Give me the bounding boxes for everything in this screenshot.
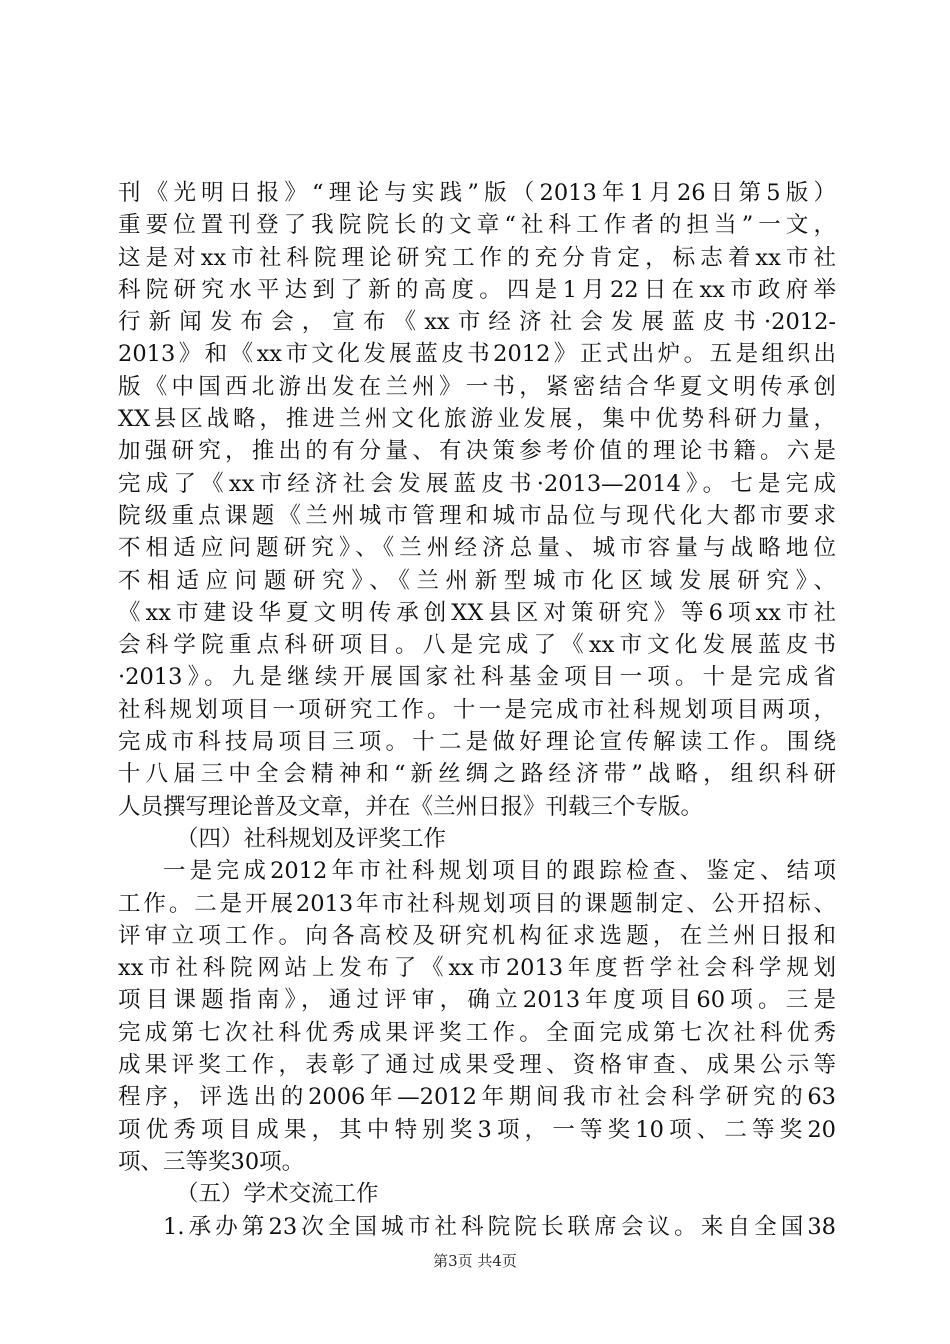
paragraph-line: 行新闻发布会，宣布《xx市经济社会发展蓝皮书·2012- xyxy=(118,309,836,336)
paragraph-line: 完成了《xx市经济社会发展蓝皮书·2013—2014》。七是完成 xyxy=(118,470,836,497)
paragraph-line: 工作。二是开展2013年市社科规划项目的课题制定、公开招标、 xyxy=(118,890,836,917)
paragraph-line: 程序，评选出的2006年—2012年期间我市社会科学研究的63 xyxy=(118,1084,836,1111)
paragraph-line: XX县区战略，推进兰州文化旅游业发展，集中优势科研力量， xyxy=(118,406,836,433)
paragraph-line: xx市社科院网站上发布了《xx市2013年度哲学社会科学规划 xyxy=(118,955,836,982)
paragraph-line: 刊《光明日报》“理论与实践”版（2013年1月26日第5版） xyxy=(118,180,836,206)
paragraph-line: 成果评奖工作，表彰了通过成果受理、资格审查、成果公示等 xyxy=(118,1052,836,1079)
paragraph-line: 院级重点课题《兰州城市管理和城市品位与现代化大都市要求 xyxy=(118,502,836,529)
paragraph-line: 社科规划项目一项研究工作。十一是完成市社科规划项目两项， xyxy=(118,696,836,723)
paragraph-line: 一是完成2012年市社科规划项目的跟踪检查、鉴定、结项 xyxy=(163,858,836,885)
paragraph-line: 评审立项工作。向各高校及研究机构征求选题，在兰州日报和 xyxy=(118,922,836,949)
paragraph-line: 这是对xx市社科院理论研究工作的充分肯定，标志着xx市社 xyxy=(118,244,836,271)
paragraph-line: 完成第七次社科优秀成果评奖工作。全面完成第七次社科优秀 xyxy=(118,1019,836,1046)
section-heading: （四）社科规划及评奖工作 xyxy=(176,825,447,852)
section-heading: （五）学术交流工作 xyxy=(176,1181,379,1208)
paragraph-line: 1.承办第23次全国城市社科院院长联席会议。来自全国38 xyxy=(163,1213,836,1240)
paragraph-line: 版《中国西北游出发在兰州》一书，紧密结合华夏文明传承创 xyxy=(118,373,836,400)
paragraph-line: 科院研究水平达到了新的高度。四是1月22日在xx市政府举 xyxy=(118,276,836,303)
paragraph-line: 会科学院重点科研项目。八是完成了《xx市文化发展蓝皮书 xyxy=(118,632,836,659)
paragraph-line: 项、三等奖30项。 xyxy=(118,1148,305,1175)
paragraph-line: 十八届三中全会精神和“新丝绸之路经济带”战略，组织科研 xyxy=(118,761,836,788)
paragraph-line: 项优秀项目成果，其中特别奖3项，一等奖10项、二等奖20 xyxy=(118,1116,836,1143)
paragraph-line: ·2013》。九是继续开展国家社科基金项目一项。十是完成省 xyxy=(118,664,836,691)
paragraph-line: 2013》和《xx市文化发展蓝皮书2012》正式出炉。五是组织出 xyxy=(118,341,836,368)
paragraph-line: 人员撰写理论普及文章，并在《兰州日报》刊载三个专版。 xyxy=(118,793,704,820)
paragraph-line: 不相适应问题研究》、《兰州经济总量、城市容量与战略地位 xyxy=(118,535,836,562)
paragraph-line: 《xx市建设华夏文明传承创XX县区对策研究》等6项xx市社 xyxy=(118,599,836,626)
paragraph-line: 加强研究，推出的有分量、有决策参考价值的理论书籍。六是 xyxy=(118,438,836,465)
page-footer: 第3页 共4页 xyxy=(433,1252,517,1270)
paragraph-line: 完成市科技局项目三项。十二是做好理论宣传解读工作。围绕 xyxy=(118,729,836,756)
paragraph-line: 项目课题指南》，通过评审，确立2013年度项目60项。三是 xyxy=(118,987,836,1014)
paragraph-line: 不相适应问题研究》、《兰州新型城市化区域发展研究》、 xyxy=(118,567,836,594)
document-body xyxy=(118,177,836,1243)
paragraph-line: 重要位置刊登了我院院长的文章“社科工作者的担当”一文， xyxy=(118,212,836,239)
